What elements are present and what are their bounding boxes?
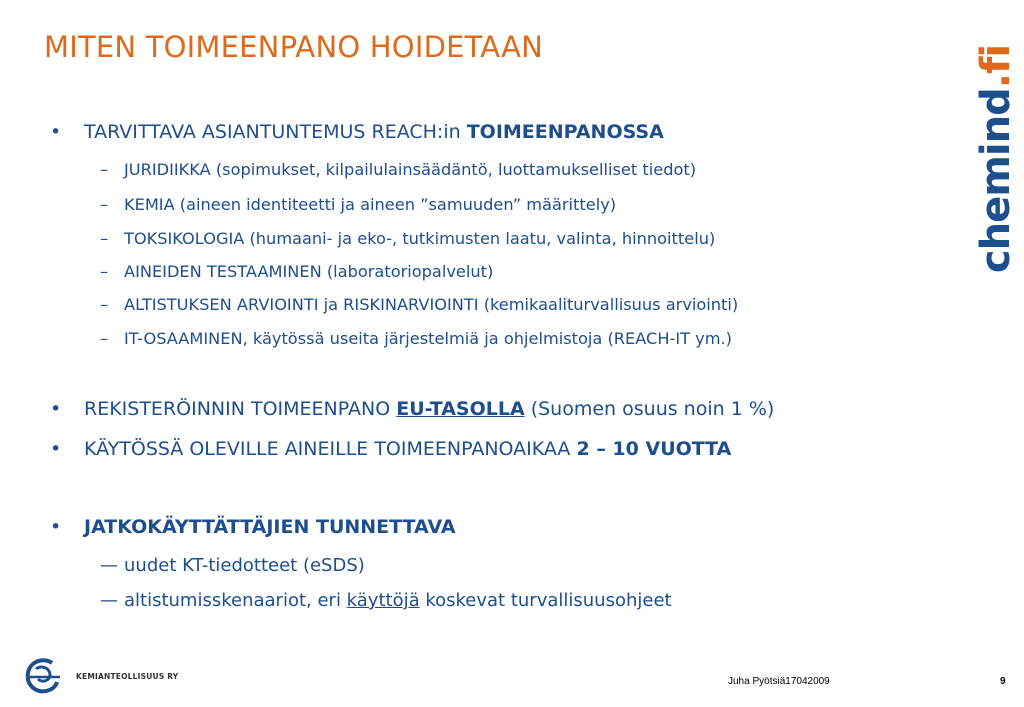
bullet-time-text: KÄYTÖSSÄ OLEVILLE AINEILLE TOIMEENPANOAIKAA [84,438,577,460]
brand-name: chemind [973,88,1019,274]
subitem-toksikologia-text: TOKSIKOLOGIA (humaani- ja eko-, tutkimusten laatu, valinta, hinnoittelu) [124,229,716,248]
emdash-marker: — [100,590,118,611]
bullet-dot: • [50,398,62,420]
bullet-dot: • [50,516,62,538]
page-number: 9 [1000,676,1006,687]
dash-marker: – [100,195,109,214]
subitem-it-osaaminen-text: IT-OSAAMINEN, käytössä useita järjestelmiä ja ohjelmistoja (REACH-IT ym.) [124,329,732,348]
chemind-logo-text [973,45,1019,273]
subitem-kt-tiedotteet-text: uudet KT-tiedotteet (eSDS) [124,555,365,576]
emdash-marker: — [100,555,118,576]
slide-title: MITEN TOIMEENPANO HOIDETAAN [44,30,544,64]
bullet-downstream-emphasis: JATKOKÄYTTÄTTÄJIEN TUNNETTAVA [84,516,456,538]
bullet-time-emphasis: 2 – 10 VUOTTA [576,438,732,460]
bullet-eu-text-before: REKISTERÖINNIN TOIMEENPANO [84,398,397,420]
dash-marker: – [100,329,109,348]
brand-tld: fi [973,44,1019,75]
dash-marker: – [100,262,109,281]
bullet-expertise-text: TARVITTAVA ASIANTUNTEMUS REACH:in [84,121,467,143]
dash-marker: – [100,160,109,179]
subitem-testaaminen-text: AINEIDEN TESTAAMINEN (laboratoriopalvelut) [124,262,494,281]
kemianteollisuus-logo-icon [22,655,66,699]
dash-marker: – [100,229,109,248]
bullet-expertise-emphasis: TOIMEENPANOSSA [466,121,664,143]
bullet-dot: • [50,438,62,460]
chemind-logo [965,30,1024,288]
dash-marker: – [100,295,109,314]
subitem-juridiikka-text: JURIDIIKKA (sopimukset, kilpailulainsäädäntö, luottamukselliset tiedot) [124,160,697,179]
subitem-kemia-text: KEMIA (aineen identiteetti ja aineen ”samuuden” määrittely) [124,195,617,214]
bullet-eu-emphasis: EU-TASOLLA [396,398,525,420]
subitem-skenaariot-before: altistumisskenaariot, eri [124,590,347,611]
footer-author-date: Juha Pyötsiä17042009 [728,676,830,687]
brand-dot: . [973,74,1019,89]
bullet-dot: • [50,121,62,143]
bullet-eu-text-after: (Suomen osuus noin 1 %) [524,398,775,420]
subitem-altistus-text: ALTISTUKSEN ARVIOINTI ja RISKINARVIOINTI (kemikaaliturvallisuus arviointi) [124,295,739,314]
footer-organization: KEMIANTEOLLISUUS RY [76,672,179,681]
subitem-skenaariot-after: koskevat turvallisuusohjeet [419,590,672,611]
subitem-skenaariot-underlined: käyttöjä [346,590,420,611]
